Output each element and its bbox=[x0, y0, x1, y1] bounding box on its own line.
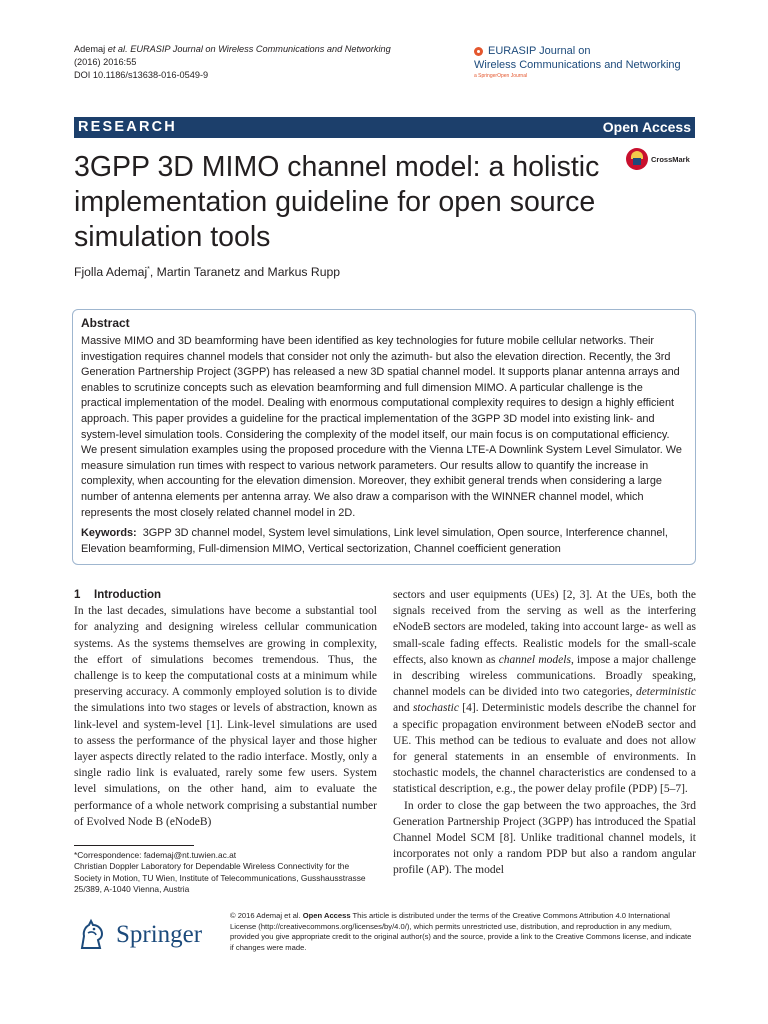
license-open-access: Open Access bbox=[302, 911, 351, 920]
author-others: , Martin Taranetz and Markus Rupp bbox=[149, 265, 341, 279]
intro-paragraph-1: In the last decades, simulations have become a substantial tool for analyzing and designing wireless cellular communication systems. As the systems themselves are growing in complexity, the effort of simulations becomes tremendous. Thus, the challenge is to keep the computational costs at a minimum while preserving accuracy. A commonly employed solution is to divide the simulations into two stages or levels of abstraction, known as link-level and system-level [1]. Link-level simulations are used to assess the performance of the physical layer and those higher layer aspects directly related to the radio interface. Mostly, only a single radio link is evaluated, rarely some few users. System level simulations, on the other hand, aim to evaluate the performance of a whole network comprising a substantial number of Evolved Node B (eNodeB) bbox=[74, 605, 377, 828]
journal-logo[interactable] bbox=[474, 44, 714, 80]
citation-doi[interactable]: DOI 10.1186/s13638-016-0549-9 bbox=[74, 70, 209, 80]
term-deterministic: deterministic bbox=[635, 686, 696, 699]
keywords bbox=[81, 526, 685, 557]
section-number: 1 bbox=[74, 589, 81, 601]
section-title: Introduction bbox=[94, 589, 162, 601]
license-text: This article is distributed under the terms of the Creative Commons Attribution 4.0 International License (http://creativecommons.org/licenses/by/4.0/), which permits unrestricted use, distribution, and reproduction in any medium, provided you give appropriate credit to the original author(s) and the source, provide a link to the Creative Commons license, and indicate if changes were made. bbox=[230, 911, 692, 952]
term-channel-models: channel models bbox=[498, 653, 571, 666]
journal-name-line2: Wireless Communications and Networking bbox=[474, 59, 681, 71]
abstract-heading: Abstract bbox=[81, 316, 130, 330]
footnote-rule bbox=[74, 845, 194, 846]
journal-name-line1: EURASIP Journal on bbox=[488, 45, 591, 57]
citation-etal: et al. bbox=[107, 44, 128, 54]
author-corresponding[interactable]: Fjolla Ademaj bbox=[74, 265, 148, 279]
abstract-box bbox=[72, 309, 696, 565]
section-heading bbox=[74, 587, 377, 603]
springer-wordmark: Springer bbox=[116, 921, 203, 948]
article-category: RESEARCH bbox=[78, 119, 177, 135]
footnote bbox=[74, 850, 376, 895]
keywords-label: Keywords: bbox=[81, 527, 137, 539]
springer-horse-icon bbox=[74, 918, 110, 952]
abstract-text: Massive MIMO and 3D beamforming have been identified as key technologies for future mobile cellular networks. Their investigation requires channel models that consider not only the azimuth- but also the elevation direction. Recently, the 3rd Generation Partnership Project (3GPP) has released a new 3D spatial channel model. It supports planar antenna arrays and enables to scrutinize concepts such as elevation beamforming and full dimension MIMO. A particular challenge is the practical implementation of the model. Dealing with enormous computational complexity requires to design a highly efficient approach. This paper provides a guideline for the practical implementation of the 3GPP 3D model into existing link- and system-level simulation tools. Considering the complexity of the model itself, our main focus is on computational efficiency. We present simulation examples using the proposed procedure with the Vienna LTE-A Downlink System Level Simulator. We measure simulation run times with respect to various network parameters. Our results allow to quantify the increase in complexity, when accounting for the elevation dimension. Moreover, they exhibit general trends when considering a large number of antenna elements per antenna array. We also draw a comparison with the WINNER channel model, which represents the most closely related channel model in 2D. bbox=[81, 335, 682, 519]
citation-journal: EURASIP Journal on Wireless Communications and Networking bbox=[130, 44, 391, 54]
affiliation: Christian Doppler Laboratory for Dependable Wireless Connectivity for the Society in Motion, TU Wien, Institute of Telecommunications, Gusshausstrasse 25/389, A-1040 Vienna, Austria bbox=[74, 861, 366, 894]
author-list bbox=[74, 265, 340, 279]
term-stochastic: stochastic bbox=[412, 702, 459, 715]
correspondence[interactable]: *Correspondence: fademaj@nt.tuwien.ac.at bbox=[74, 850, 237, 860]
research-banner bbox=[74, 117, 695, 138]
para-text: sectors and user equipments (UEs) [2, 3]. At the UEs, both the signals received from the serving as well as the interfering eNodeB sectors are modeled, taking into account large- as well as small-scale fading effects. Realistic models for the small-scale effects, also known as bbox=[393, 589, 696, 666]
crossmark-icon bbox=[626, 148, 648, 170]
springer-logo[interactable] bbox=[74, 918, 202, 952]
citation-header bbox=[74, 43, 404, 82]
para-text: and bbox=[393, 702, 413, 715]
crossmark-label: CrossMark bbox=[651, 154, 690, 164]
journal-tagline: a SpringerOpen Journal bbox=[474, 73, 528, 79]
para-text: , impose a major challenge in describing wireless communications. Broadly speaking, channel models can be divided into two categories, bbox=[393, 653, 696, 699]
intro-paragraph-3: In order to close the gap between the two approaches, the 3rd Generation Partnership Project (3GPP) has introduced the Spatial Channel Model SCM [8]. Unlike traditional channel models, it incorporates not only a random PDP but also a random angular profile (AP). The model bbox=[393, 799, 696, 877]
article-title: 3GPP 3D MIMO channel model: a holistic implementation guideline for open source simulation tools bbox=[74, 151, 600, 253]
citation-authors: Ademaj bbox=[74, 44, 108, 54]
license-copyright: © 2016 Ademaj et al. bbox=[230, 911, 303, 920]
para-text: [4]. Deterministic models describe the channel for a specific propagation environment between eNodeB sector and UE. This method can be tedious to evaluate and does not allow for general statements in an ensemble of environments. In stochastic models, the channel characteristics are condensed to a statistical description, e.g., the power delay profile (PDP) [5–7]. bbox=[393, 702, 696, 796]
license-notice bbox=[230, 911, 696, 953]
springeropen-icon bbox=[474, 47, 483, 56]
body-column-right bbox=[393, 587, 696, 879]
corresponding-mark: * bbox=[147, 265, 150, 273]
crossmark-badge[interactable] bbox=[626, 148, 690, 170]
citation-year-pages: (2016) 2016:55 bbox=[74, 57, 137, 67]
intro-paragraph-2 bbox=[393, 587, 696, 798]
keywords-list: 3GPP 3D channel model, System level simulations, Link level simulation, Open source, Interference channel, Elevation beamforming, Full-dimension MIMO, Vertical sectorization, Channel coefficient generation bbox=[81, 527, 668, 555]
open-access-label: Open Access bbox=[602, 119, 691, 135]
body-column-left bbox=[74, 587, 377, 830]
